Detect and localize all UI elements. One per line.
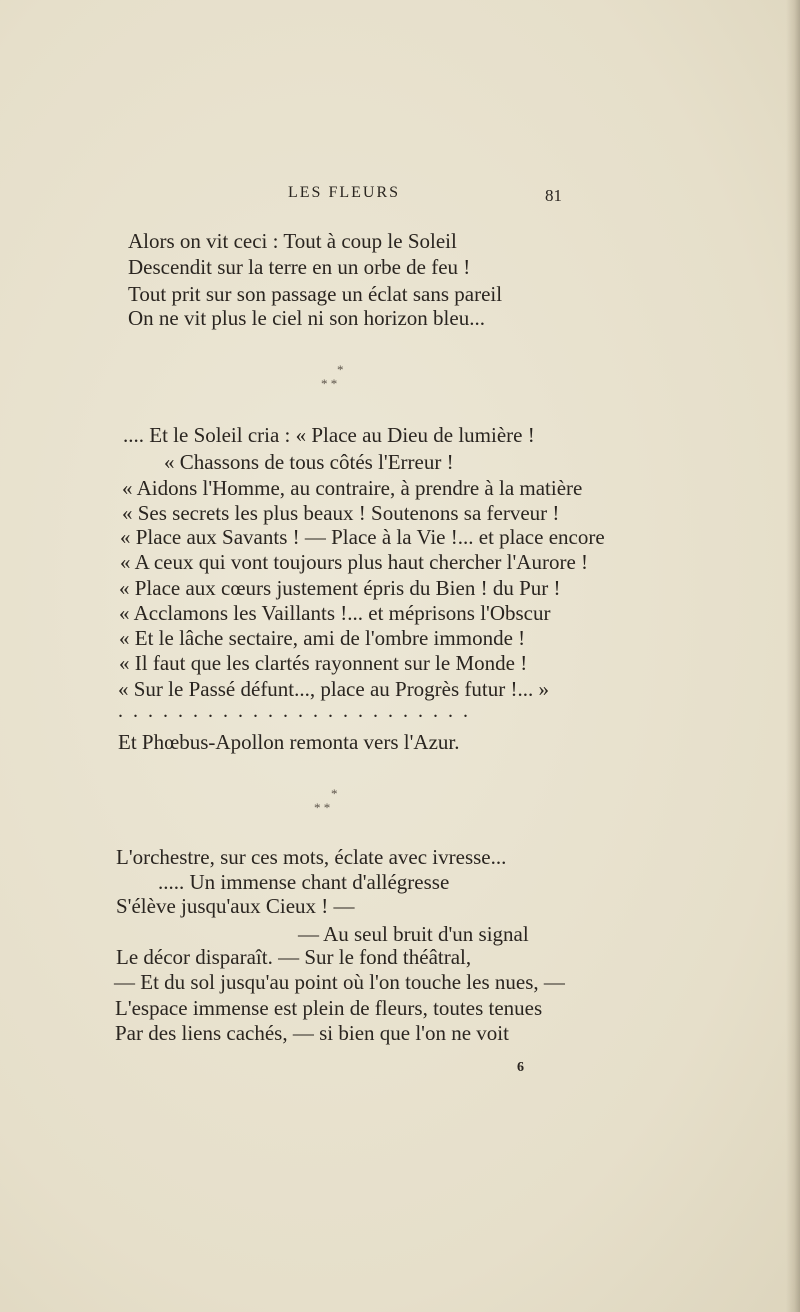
verse-line: Descendit sur la terre en un orbe de feu !: [128, 255, 471, 279]
signature-mark: 6: [517, 1060, 524, 1075]
verse-line: — Au seul bruit d'un signal: [298, 922, 529, 946]
verse-line: S'élève jusqu'aux Cieux ! —: [116, 894, 355, 918]
verse-line: .... Et le Soleil cria : « Place au Dieu de lumière !: [123, 423, 535, 447]
page-number: 81: [545, 186, 562, 205]
asterism-bottom: * *: [321, 376, 338, 391]
verse-line: « Aidons l'Homme, au contraire, à prendre à la matière: [122, 476, 583, 500]
verse-line: Alors on vit ceci : Tout à coup le Soleil: [128, 229, 457, 253]
asterism-top: *: [331, 786, 338, 801]
verse-line: Le décor disparaît. — Sur le fond théâtral,: [116, 945, 472, 969]
verse-line: « Ses secrets les plus beaux ! Soutenons sa ferveur !: [122, 501, 560, 525]
verse-line: Et Phœbus-Apollon remonta vers l'Azur.: [118, 730, 460, 754]
verse-line: — Et du sol jusqu'au point où l'on touche les nues, —: [114, 970, 565, 994]
verse-line: Tout prit sur son passage un éclat sans pareil: [128, 282, 503, 306]
asterism-top: *: [337, 362, 344, 377]
verse-line: L'espace immense est plein de fleurs, toutes tenues: [115, 996, 543, 1020]
verse-line: « A ceux qui vont toujours plus haut chercher l'Aurore !: [120, 550, 589, 574]
verse-line: « Et le lâche sectaire, ami de l'ombre immonde !: [119, 626, 526, 650]
asterism-bottom: * *: [314, 800, 331, 815]
page-edge-shadow: [786, 0, 800, 1312]
verse-line: L'orchestre, sur ces mots, éclate avec ivresse...: [116, 845, 507, 869]
ellipsis-dots-row: ........................: [118, 700, 478, 722]
verse-line: « Sur le Passé défunt..., place au Progrès futur !... »: [118, 677, 549, 701]
verse-line: « Acclamons les Vaillants !... et méprisons l'Obscur: [119, 601, 551, 625]
verse-line: « Il faut que les clartés rayonnent sur le Monde !: [119, 651, 528, 675]
verse-line: « Chassons de tous côtés l'Erreur !: [164, 450, 454, 474]
verse-line: « Place aux Savants ! — Place à la Vie !... et place encore: [120, 525, 605, 549]
verse-line: ..... Un immense chant d'allégresse: [158, 870, 450, 894]
verse-line: Par des liens cachés, — si bien que l'on ne voit: [115, 1021, 509, 1045]
verse-line: « Place aux cœurs justement épris du Bien ! du Pur !: [119, 576, 561, 600]
verse-line: On ne vit plus le ciel ni son horizon bleu...: [128, 306, 485, 330]
running-title: LES FLEURS: [288, 184, 401, 201]
